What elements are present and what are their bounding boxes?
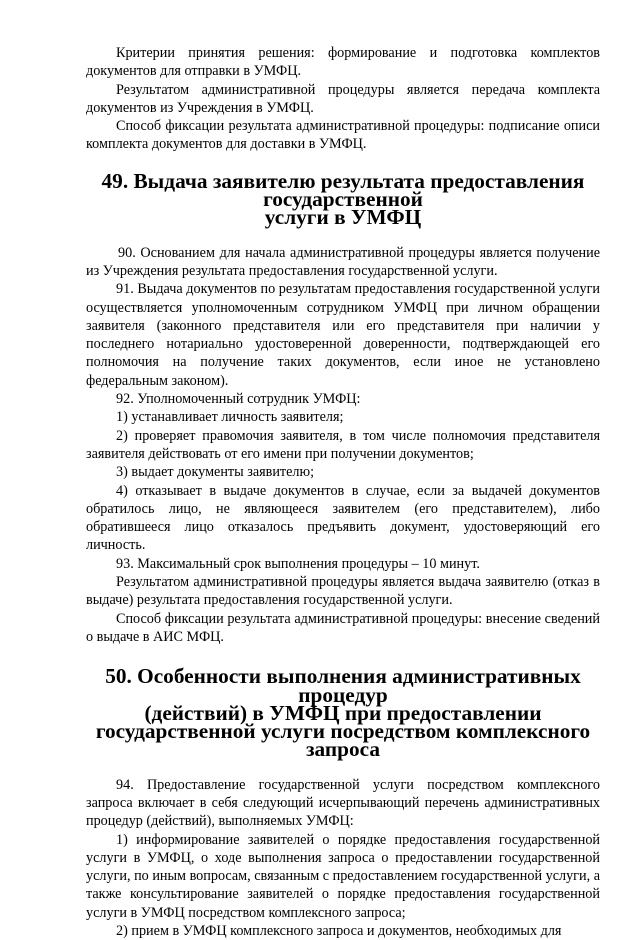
paragraph-procedure-result: Результатом административной процедуры является передача комплекта документов из Учреждения в УМФЦ. bbox=[86, 81, 600, 116]
section-50-heading bbox=[86, 664, 600, 762]
section-50-heading-line-2: (действий) в УМФЦ при предоставлении bbox=[144, 700, 542, 725]
paragraph-92: 92. Уполномоченный сотрудник УМФЦ: bbox=[116, 391, 361, 408]
section-49-heading-line-1: 49. Выдача заявителю результата предоставления государственной bbox=[101, 168, 585, 212]
list-item: 2) прием в УМФЦ комплексного запроса и документов, необходимых для bbox=[116, 923, 562, 940]
paragraph-decision-criteria: Критерии принятия решения: формирование и подготовка комплектов документов для отправки в УМФЦ. bbox=[86, 45, 600, 80]
list-item: 3) выдает документы заявителю; bbox=[116, 464, 315, 481]
list-item: 1) устанавливает личность заявителя; bbox=[116, 409, 344, 426]
paragraph-issuance-fixation: Способ фиксации результата административной процедуры: внесение сведений о выдаче в АИС МФЦ. bbox=[86, 610, 600, 645]
paragraph-91: 91. Выдача документов по результатам предоставления государственной услуги осуществляется уполномоченным сотрудником УМФЦ при личном обращении заявителя (законного представителя или его представителя при наличии у последнего нотариально удостоверенной доверенности, подтверждающей его полномочия на получение таких документов, если иное не установлено федеральным законом). bbox=[86, 281, 600, 389]
paragraph-93: 93. Максимальный срок выполнения процедуры – 10 минут. bbox=[116, 555, 480, 572]
section-50-heading-line-1: 50. Особенности выполнения административных процедур bbox=[105, 664, 581, 707]
document-page bbox=[86, 44, 600, 940]
spacer bbox=[86, 759, 600, 776]
paragraph-94: 94. Предоставление государственной услуги посредством комплексного запроса включает в себя следующий исчерпывающий перечень административных процедур (действий), выполняемых УМФЦ: bbox=[86, 776, 600, 830]
list-item: 1) информирование заявителей о порядке предоставления государственной услуги в УМФЦ, о ходе выполнения запроса о предоставлении государственной услуги, по иным вопросам, связанным с предоставлением государственной услуги, а также консультирование заявителей о порядке предоставления государственной услуги в УМФЦ посредством комплексного запроса; bbox=[86, 831, 600, 921]
list-item: 4) отказывает в выдаче документов в случае, если за выдачей документов обратилось лицо, не являющееся заявителем (его представителем), либо обратившееся лицо отказалось предъявить документ, удостоверяющий его личность. bbox=[86, 482, 600, 554]
section-49-heading-line-2: услуги в УМФЦ bbox=[264, 205, 422, 230]
list-item: 2) проверяет правомочия заявителя, в том числе полномочия представителя заявителя действовать от его имени при получении документов; bbox=[86, 427, 600, 462]
spacer bbox=[86, 227, 600, 244]
section-49-heading bbox=[86, 168, 600, 230]
section-50-heading-line-3: государственной услуги посредством комплексного запроса bbox=[95, 719, 591, 762]
paragraph-issuance-result: Результатом административной процедуры является выдача заявителю (отказ в выдаче) результата предоставления государственной услуги. bbox=[86, 574, 600, 609]
paragraph-result-fixation: Способ фиксации результата административной процедуры: подписание описи комплекта документов для доставки в УМФЦ. bbox=[86, 118, 600, 153]
paragraph-90: 90. Основанием для начала административной процедуры является получение из Учреждения результата предоставления государственной услуги. bbox=[86, 244, 600, 279]
